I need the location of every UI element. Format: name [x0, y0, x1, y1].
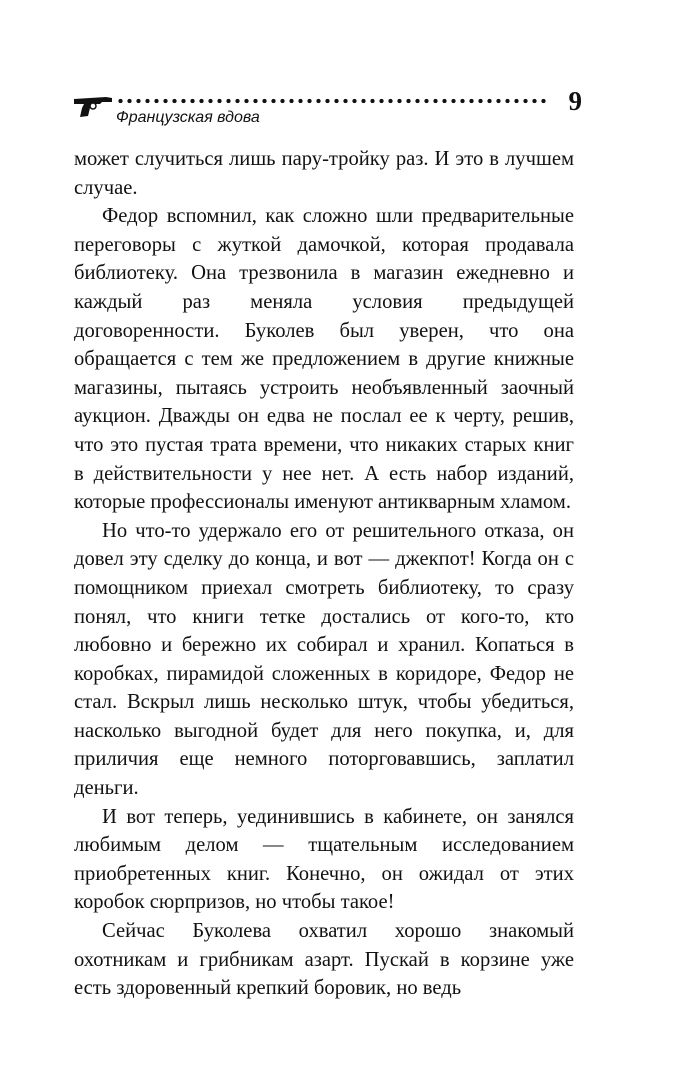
running-header	[72, 88, 582, 132]
paragraph: Но что-то удержало его от решительного отказа, он довел эту сделку до конца, и вот — джекпот! Когда он с помощником приехал смотреть библиотеку, то сразу понял, что книги тетке достались от кого-то, кто любовно и бережно их собирал и хранил. Копаться в коробках, пирамидой сложенных в коридоре, Федор не стал. Вскрыл лишь несколько штук, чтобы убедиться, насколько выгодной будет для него покупка, и, для приличия еще немного поторговавшись, заплатил деньги.	[74, 519, 574, 800]
revolver-icon	[72, 92, 114, 118]
paragraph: Сейчас Буколева охватил хорошо знакомый охотникам и грибникам азарт. Пускай в корзине уже есть здоровенный крепкий боровик, но ведь	[74, 920, 574, 1000]
dotted-rule	[116, 98, 548, 104]
page-number: 9	[568, 86, 582, 116]
paragraph: И вот теперь, уединившись в кабинете, он занялся любимым делом — тщательным исследованием приобретенных книг. Конечно, он ожидал от этих коробок сюрпризов, но чтобы такое!	[74, 805, 574, 914]
paragraph: Федор вспомнил, как сложно шли предварительные переговоры с жуткой дамочкой, которая продавала библиотеку. Она трезвонила в магазин ежедневно и каждый раз меняла условия предыдущей договоренности. Буколев был уверен, что она обращается с тем же предложением в другие книжные магазины, пытаясь устроить необъявленный заочный аукцион. Дважды он едва не послал ее к черту, решив, что это пустая трата времени, что никаких старых книг в действительности у нее нет. А есть набор изданий, которые профессионалы именуют антикварным хламом.	[74, 205, 574, 514]
body-text	[74, 145, 574, 1003]
running-title: Французская вдова	[116, 109, 260, 126]
paragraph: может случиться лишь пару-тройку раз. И это в лучшем случае.	[74, 148, 574, 199]
